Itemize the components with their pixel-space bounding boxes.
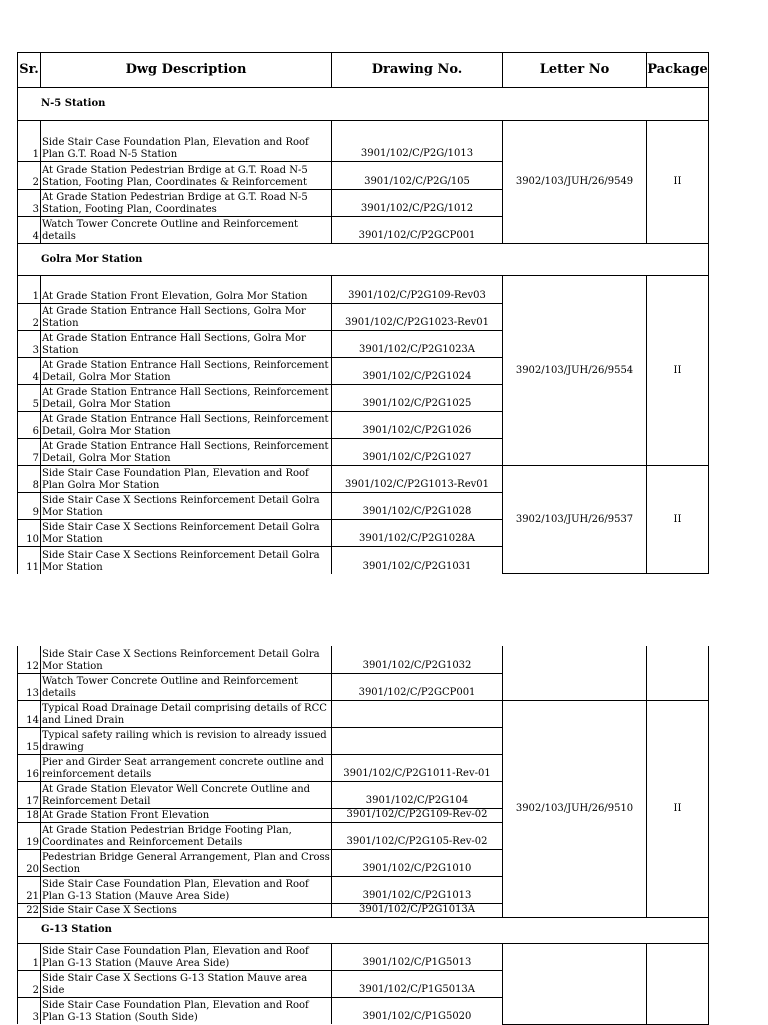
row-description: Side Stair Case X Sections Reinforcement Detail Golra Mor Station bbox=[41, 547, 332, 574]
row-sr: 18 bbox=[18, 808, 41, 822]
continued-group bbox=[18, 646, 709, 700]
row-description: At Grade Station Entrance Hall Sections, Golra Mor Station bbox=[41, 331, 332, 358]
row-drawing-no: 3901/102/C/P2G1028 bbox=[332, 493, 503, 520]
row-package: II bbox=[647, 466, 709, 574]
table-row bbox=[18, 646, 709, 673]
row-drawing-no: 3901/102/C/P2G105-Rev-02 bbox=[332, 822, 503, 849]
row-drawing-no: 3901/102/C/P2G1013-Rev01 bbox=[332, 466, 503, 493]
table-row bbox=[18, 276, 709, 304]
row-sr: 3 bbox=[18, 190, 41, 217]
header-dwg: Drawing No. bbox=[332, 53, 503, 88]
row-description: Watch Tower Concrete Outline and Reinforcement details bbox=[41, 217, 332, 244]
row-sr: 6 bbox=[18, 412, 41, 439]
row-drawing-no: 3901/102/C/P2G/1013 bbox=[332, 121, 503, 162]
row-drawing-no: 3901/102/C/P2G1011-Rev-01 bbox=[332, 754, 503, 781]
row-drawing-no: 3901/102/C/P2G104 bbox=[332, 781, 503, 808]
row-description: Side Stair Case X Sections Reinforcement Detail Golra Mor Station bbox=[41, 646, 332, 673]
row-sr: 20 bbox=[18, 849, 41, 876]
row-drawing-no: 3901/102/C/P2G109-Rev-02 bbox=[332, 808, 503, 822]
row-description: At Grade Station Elevator Well Concrete Outline and Reinforcement Detail bbox=[41, 781, 332, 808]
golra-group-b bbox=[18, 466, 709, 574]
row-description: At Grade Station Entrance Hall Sections, Reinforcement Detail, Golra Mor Station bbox=[41, 439, 332, 466]
section-row bbox=[18, 88, 709, 121]
golra-group-a bbox=[18, 276, 709, 466]
row-drawing-no: 3901/102/C/P2G1023-Rev01 bbox=[332, 304, 503, 331]
row-description: Pedestrian Bridge General Arrangement, Plan and Cross Section bbox=[41, 849, 332, 876]
row-sr: 2 bbox=[18, 970, 41, 997]
package-ii-group bbox=[18, 700, 709, 917]
row-sr: 13 bbox=[18, 673, 41, 700]
row-drawing-no: 3901/102/C/P2G1027 bbox=[332, 439, 503, 466]
row-description: Side Stair Case X Sections Reinforcement Detail Golra Mor Station bbox=[41, 493, 332, 520]
row-description: Typical safety railing which is revision to already issued drawing bbox=[41, 727, 332, 754]
row-description: Watch Tower Concrete Outline and Reinforcement details bbox=[41, 673, 332, 700]
section-n5: N-5 Station bbox=[18, 88, 709, 121]
row-drawing-no: 3901/102/C/P2G1028A bbox=[332, 520, 503, 547]
row-drawing-no: 3901/102/C/P1G5020 bbox=[332, 997, 503, 1024]
row-sr: 4 bbox=[18, 217, 41, 244]
row-sr: 5 bbox=[18, 385, 41, 412]
row-package bbox=[647, 646, 709, 700]
row-drawing-no: 3901/102/C/P1G5013A bbox=[332, 970, 503, 997]
row-description: Typical Road Drainage Detail comprising details of RCC and Lined Drain bbox=[41, 700, 332, 727]
header-desc: Dwg Description bbox=[41, 53, 332, 88]
row-description: Side Stair Case Foundation Plan, Elevation and Roof Plan G-13 Station (Mauve Area Side) bbox=[41, 943, 332, 970]
row-sr: 17 bbox=[18, 781, 41, 808]
row-description: At Grade Station Front Elevation, Golra Mor Station bbox=[41, 276, 332, 304]
row-sr: 3 bbox=[18, 331, 41, 358]
drawings-table-page-2 bbox=[17, 646, 709, 1025]
row-drawing-no: 3901/102/C/P2G/1012 bbox=[332, 190, 503, 217]
row-description: At Grade Station Pedestrian Bridge Footing Plan, Coordinates and Reinforcement Details bbox=[41, 822, 332, 849]
row-sr: 11 bbox=[18, 547, 41, 574]
row-sr: 3 bbox=[18, 997, 41, 1024]
row-drawing-no: 3901/102/C/P2G1024 bbox=[332, 358, 503, 385]
row-sr: 8 bbox=[18, 466, 41, 493]
row-sr: 2 bbox=[18, 304, 41, 331]
row-sr: 1 bbox=[18, 276, 41, 304]
table-row bbox=[18, 700, 709, 727]
section-g13: G-13 Station bbox=[18, 917, 709, 943]
row-sr: 9 bbox=[18, 493, 41, 520]
row-letter-no: 3902/103/JUH/26/9549 bbox=[503, 121, 647, 244]
row-sr: 16 bbox=[18, 754, 41, 781]
header-package: Package bbox=[647, 53, 709, 88]
row-letter-no bbox=[503, 943, 647, 1024]
table-row bbox=[18, 466, 709, 493]
row-letter-no bbox=[503, 646, 647, 700]
row-drawing-no: 3901/102/C/P2G1013A bbox=[332, 903, 503, 917]
row-sr: 12 bbox=[18, 646, 41, 673]
row-letter-no: 3902/103/JUH/26/9554 bbox=[503, 276, 647, 466]
header-row bbox=[18, 53, 709, 88]
row-description: Side Stair Case X Sections G-13 Station Mauve area Side bbox=[41, 970, 332, 997]
row-drawing-no: 3901/102/C/P2GCP001 bbox=[332, 217, 503, 244]
section-row bbox=[18, 244, 709, 276]
row-package: II bbox=[647, 700, 709, 917]
row-drawing-no: 3901/102/C/P2G1013 bbox=[332, 876, 503, 903]
n5-group bbox=[18, 121, 709, 244]
row-description: At Grade Station Entrance Hall Sections, Reinforcement Detail, Golra Mor Station bbox=[41, 358, 332, 385]
row-description: Side Stair Case Foundation Plan, Elevation and Roof Plan G-13 Station (South Side) bbox=[41, 997, 332, 1024]
row-sr: 1 bbox=[18, 121, 41, 162]
row-drawing-no: 3901/102/C/P2G1010 bbox=[332, 849, 503, 876]
row-description: Side Stair Case X Sections Reinforcement Detail Golra Mor Station bbox=[41, 520, 332, 547]
row-description: At Grade Station Entrance Hall Sections, Golra Mor Station bbox=[41, 304, 332, 331]
row-sr: 10 bbox=[18, 520, 41, 547]
row-description: Side Stair Case Foundation Plan, Elevation and Roof Plan G-13 Station (Mauve Area Side) bbox=[41, 876, 332, 903]
row-sr: 4 bbox=[18, 358, 41, 385]
row-drawing-no: 3901/102/C/P1G5013 bbox=[332, 943, 503, 970]
table-row bbox=[18, 943, 709, 970]
row-package bbox=[647, 943, 709, 1024]
row-drawing-no: 3901/102/C/P2GCP001 bbox=[332, 673, 503, 700]
section-row bbox=[18, 917, 709, 943]
row-drawing-no: 3901/102/C/P2G1032 bbox=[332, 646, 503, 673]
section-golra: Golra Mor Station bbox=[18, 244, 709, 276]
g13-group bbox=[18, 943, 709, 1024]
row-description: At Grade Station Entrance Hall Sections, Reinforcement Detail, Golra Mor Station bbox=[41, 385, 332, 412]
row-description: Side Stair Case Foundation Plan, Elevation and Roof Plan Golra Mor Station bbox=[41, 466, 332, 493]
row-sr: 19 bbox=[18, 822, 41, 849]
row-drawing-no: 3901/102/C/P2G1026 bbox=[332, 412, 503, 439]
row-sr: 7 bbox=[18, 439, 41, 466]
row-drawing-no bbox=[332, 727, 503, 754]
row-description: Pier and Girder Seat arrangement concrete outline and reinforcement details bbox=[41, 754, 332, 781]
row-drawing-no: 3901/102/C/P2G109-Rev03 bbox=[332, 276, 503, 304]
row-drawing-no: 3901/102/C/P2G1023A bbox=[332, 331, 503, 358]
header-letter: Letter No bbox=[503, 53, 647, 88]
row-description: At Grade Station Front Elevation bbox=[41, 808, 332, 822]
row-package: II bbox=[647, 121, 709, 244]
row-letter-no: 3902/103/JUH/26/9510 bbox=[503, 700, 647, 917]
row-drawing-no bbox=[332, 700, 503, 727]
row-sr: 2 bbox=[18, 162, 41, 190]
row-description: Side Stair Case Foundation Plan, Elevation and Roof Plan G.T. Road N-5 Station bbox=[41, 121, 332, 162]
drawings-table-page-1 bbox=[17, 52, 709, 574]
table-row bbox=[18, 121, 709, 162]
row-drawing-no: 3901/102/C/P2G1025 bbox=[332, 385, 503, 412]
row-letter-no: 3902/103/JUH/26/9537 bbox=[503, 466, 647, 574]
row-description: At Grade Station Pedestrian Brdige at G.T. Road N-5 Station, Footing Plan, Coordinates bbox=[41, 190, 332, 217]
row-drawing-no: 3901/102/C/P2G1031 bbox=[332, 547, 503, 574]
row-sr: 15 bbox=[18, 727, 41, 754]
header-sr: Sr. bbox=[18, 53, 41, 88]
row-sr: 14 bbox=[18, 700, 41, 727]
row-drawing-no: 3901/102/C/P2G/105 bbox=[332, 162, 503, 190]
row-description: Side Stair Case X Sections bbox=[41, 903, 332, 917]
row-sr: 1 bbox=[18, 943, 41, 970]
row-package: II bbox=[647, 276, 709, 466]
row-sr: 21 bbox=[18, 876, 41, 903]
row-description: At Grade Station Entrance Hall Sections, Reinforcement Detail, Golra Mor Station bbox=[41, 412, 332, 439]
row-sr: 22 bbox=[18, 903, 41, 917]
row-description: At Grade Station Pedestrian Brdige at G.T. Road N-5 Station, Footing Plan, Coordinates & Reinforcement bbox=[41, 162, 332, 190]
